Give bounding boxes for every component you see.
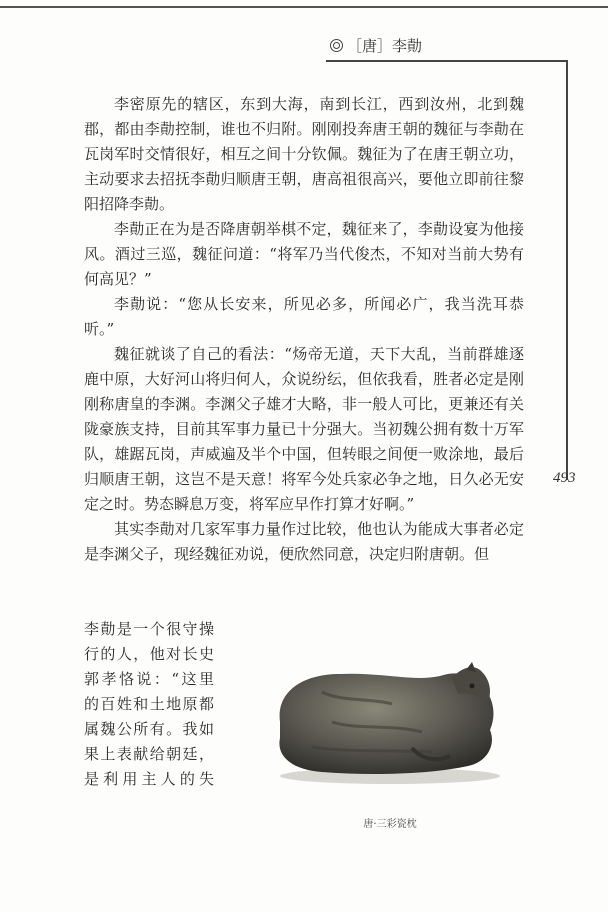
page-number: 493 (553, 470, 576, 486)
header-title: ［唐］李勣 (347, 36, 423, 55)
top-rule (0, 6, 608, 8)
text-line: 行的人，他对长史 (84, 645, 214, 663)
wrapped-text (84, 617, 214, 792)
figure-caption: 唐·三彩瓷枕 (363, 819, 417, 830)
header-rule (326, 60, 568, 62)
text-line: 属魏公所有。我如 (84, 720, 214, 738)
paragraph: 李勣说：“您从长安来，所见必多，所闻必广，我当洗耳恭听。” (84, 295, 524, 338)
paragraph: 其实李勣对几家军事力量作过比较，他也认为能成大事者必定是李渊父子，现经魏征劝说，便欣然同意，决定归附唐朝。但 (84, 520, 524, 563)
text-line: 是利用主人的失 (84, 770, 214, 788)
tiger-eye (470, 684, 475, 689)
paragraph: 李密原先的辖区，东到大海，南到长江，西到汝州，北到魏郡，都由李勣控制，谁也不归附。刚刚投奔唐王朝的魏征与李勣在瓦岗军时交情很好，相互之间十分钦佩。魏征为了在唐王朝立功，主动要求去招抚李勣归顺唐王朝，唐高祖很高兴，要他立即前往黎阳招降李勣。 (84, 95, 524, 213)
paragraph: 李勣正在为是否降唐朝举棋不定，魏征来了，李勣设宴为他接风。酒过三巡，魏征问道：“将军乃当代俊杰，不知对当前大势有何高见？” (84, 220, 524, 288)
paragraph: 魏征就谈了自己的看法：“炀帝无道，天下大乱，当前群雄逐鹿中原，大好河山将归何人，众说纷纭，但依我看，胜者必定是刚刚称唐皇的李渊。李渊父子雄才大略，非一般人可比，更兼还有关陇豪族支持，目前其军事力量已十分强大。当初魏公拥有数十万军队，雄踞瓦岗，声威遍及半个中国，但转眼之间便一败涂地，最后归顺唐王朝，这岂不是天意！将军今处兵家必争之地，日久必无安定之时。势态瞬息万变，将军应早作打算才好啊。” (84, 345, 524, 513)
running-header (330, 34, 500, 56)
text-line: 李勣是一个很守操 (84, 620, 214, 638)
text-line: 果上表献给朝廷， (84, 745, 214, 763)
side-rule (566, 60, 568, 480)
double-circle-icon (330, 39, 343, 52)
text-line: 郭孝恪说：“这里 (84, 670, 214, 688)
text-line: 的百姓和土地原都 (84, 695, 214, 713)
body-text (84, 92, 524, 567)
tiger-pillow-photo (262, 652, 512, 787)
